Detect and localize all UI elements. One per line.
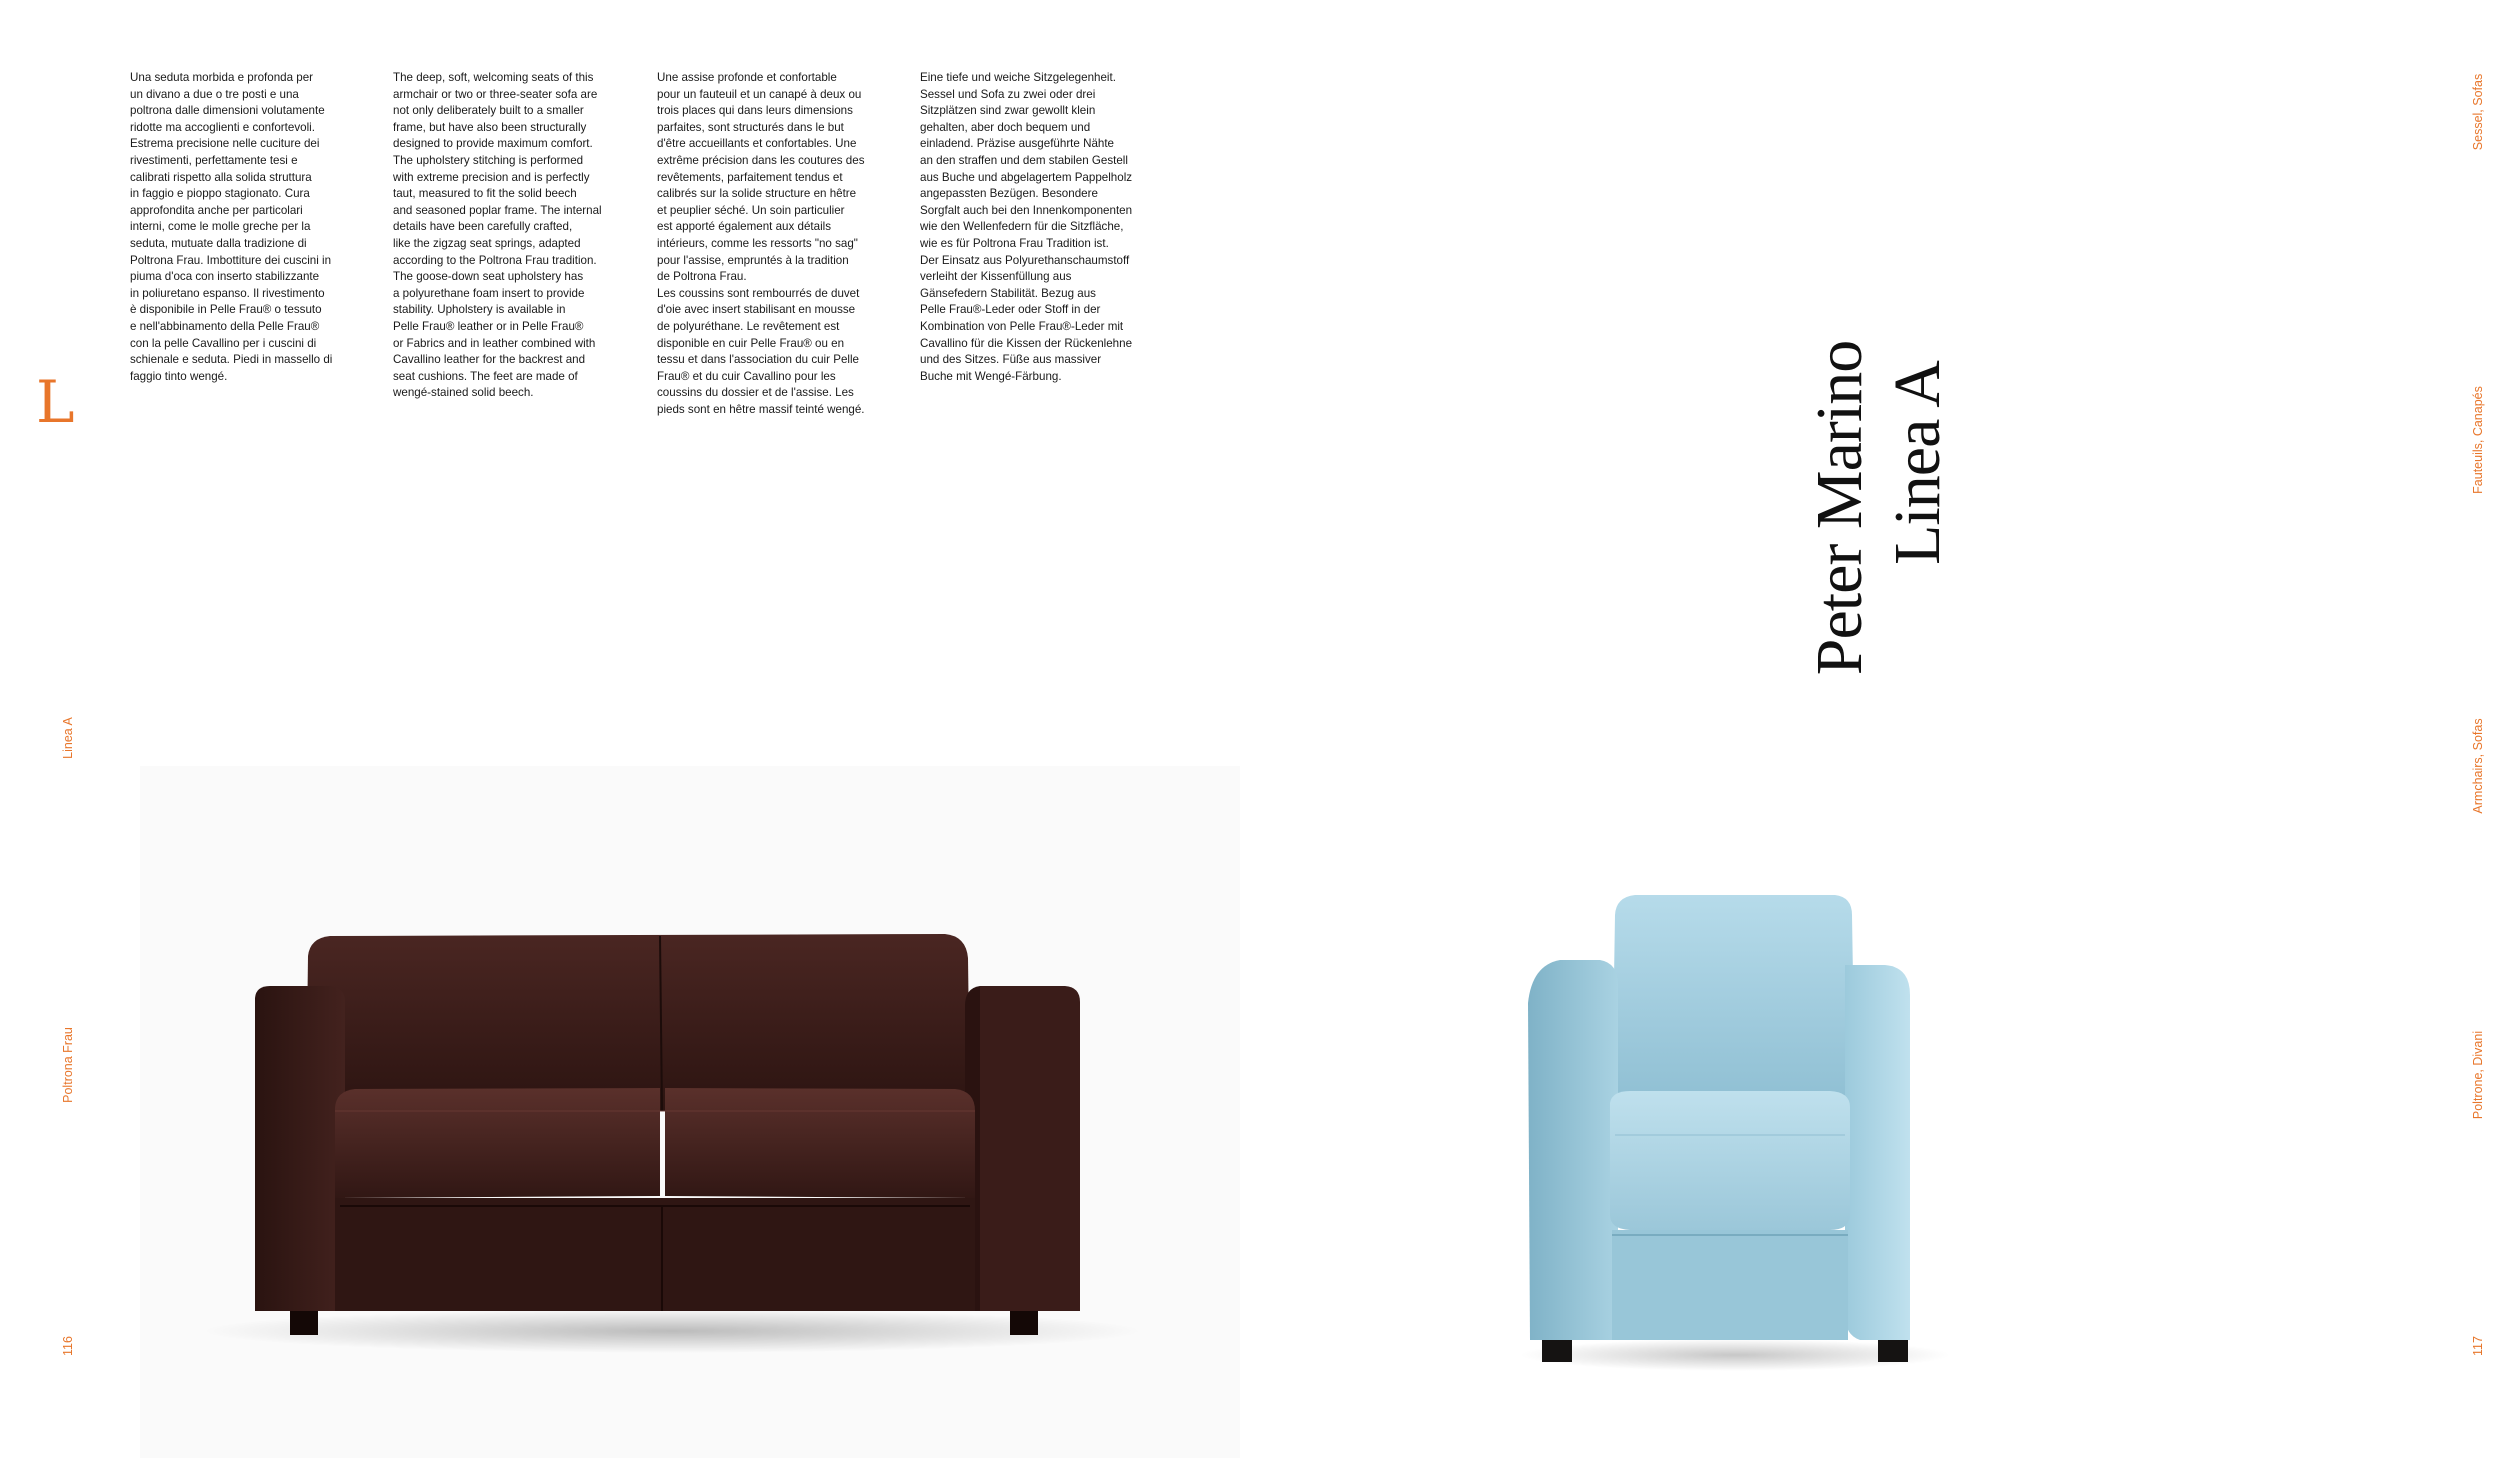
page-number-right: 117 [2471,1336,2485,1356]
page-number-left: 116 [61,1336,75,1356]
sofa-photo [140,766,1240,1458]
sofa-illustration [140,766,1240,1458]
margin-label-fr: Fauteuils, Canapés [2471,386,2485,494]
margin-brand-label: Poltrona Frau [61,1027,75,1103]
drop-cap: L [36,368,75,436]
text-column-german: Eine tiefe und weiche Sitzgelegenheit. Sessel und Sofa zu zwei oder drei Sitzplätzen sind zwar gewollt klein gehalten, aber doch bequem und einladend. Präzise ausgeführte Nähte an den straffen und dem stabilen Gestell aus Buche und abgelagertem Pappelholz angepassten Bezügen. Besondere Sorgfalt auch bei den Innenkomponenten wie den Wellenfedern für die Sitzfläche, wie es für Poltrona Frau Tradition ist. Der Einsatz aus Polyurethanschaumstoff verleiht der Kissenfüllung aus Gänsefedern Stabilität. Bezug aus Pelle Frau®-Leder oder Stoff in der Kombination von Pelle Frau®-Leder mit Cavallino für die Kissen der Rückenlehne und des Sitzes. Füße aus massiver Buche mit Wengé-Färbung. [920,71,1133,383]
text-column-italian: Una seduta morbida e profonda per un divano a due o tre posti e una poltrona dalle dimensioni volutamente ridotte ma accoglienti e confortevoli. Estrema precisione nelle cuciture dei rivestimenti, perfettamente tesi e calibrati rispetto alla solida struttura in faggio e pioppo stagionato. Cura approfondita anche per particolari interni, come le molle greche per la seduta, mutuate dalla tradizione di Poltrona Frau. Imbottiture dei cuscini in piuma d'oca con inserto stabilizzante in poliuretano espanso. Il rivestimento è disponibile in Pelle Frau® o tessuto e nell'abbinamento della Pelle Frau® con la pelle Cavallino per i cuscini di schienale e seduta. Piedi in massello di faggio tinto wengé. [130,71,333,383]
designer-name: Peter Marino [1803,340,1876,676]
margin-label-it: Poltrone, Divani [2471,1030,2485,1120]
product-name: Linea A [1881,361,1954,565]
armchair-illustration [1490,835,2010,1458]
armchair-photo [1490,835,2010,1458]
margin-collection-label: Linea A [61,717,75,759]
text-column-english: The deep, soft, welcoming seats of this armchair or two or three-seater sofa are not only deliberately built to a smaller frame, but have also been structurally designed to provide maximum comfort. The upholstery stitching is performed with extreme precision and is perfectly taut, measured to fit the solid beech and seasoned poplar frame. The internal details have been carefully crafted, like the zigzag seat springs, adapted according to the Poltrona Frau tradition. The goose-down seat upholstery has a polyurethane foam insert to provide stability. Upholstery is available in Pelle Frau® leather or in Pelle Frau® or Fabrics and in leather combined with Cavallino leather for the backrest and seat cushions. The feet are made of wengé-stained solid beech. [393,71,602,400]
text-column-french: Une assise profonde et confortable pour un fauteuil et un canapé à deux ou trois places qui dans leurs dimensions parfaites, sont structurés dans le but d'être accueillants et confortables. Une extrême précision dans les coutures des revêtements, parfaitement tendus et calibrés sur la solide structure en hêtre et peuplier séché. Un soin particulier est apporté également aux détails intérieurs, comme les ressorts "no sag" pour l'assise, empruntés à la tradition de Poltrona Frau. Les coussins sont rembourrés de duvet d'oie avec insert stabilisant en mousse de polyuréthane. Le revêtement est disponible en cuir Pelle Frau® ou en tessu et dans l'association du cuir Pelle Frau® et du cuir Cavallino pour les coussins du dossier et de l'assise. Les pieds sont en hêtre massif teinté wengé. [657,71,865,416]
margin-label-en: Armchairs, Sofas [2471,718,2485,814]
margin-label-de: Sessel, Sofas [2471,73,2485,151]
